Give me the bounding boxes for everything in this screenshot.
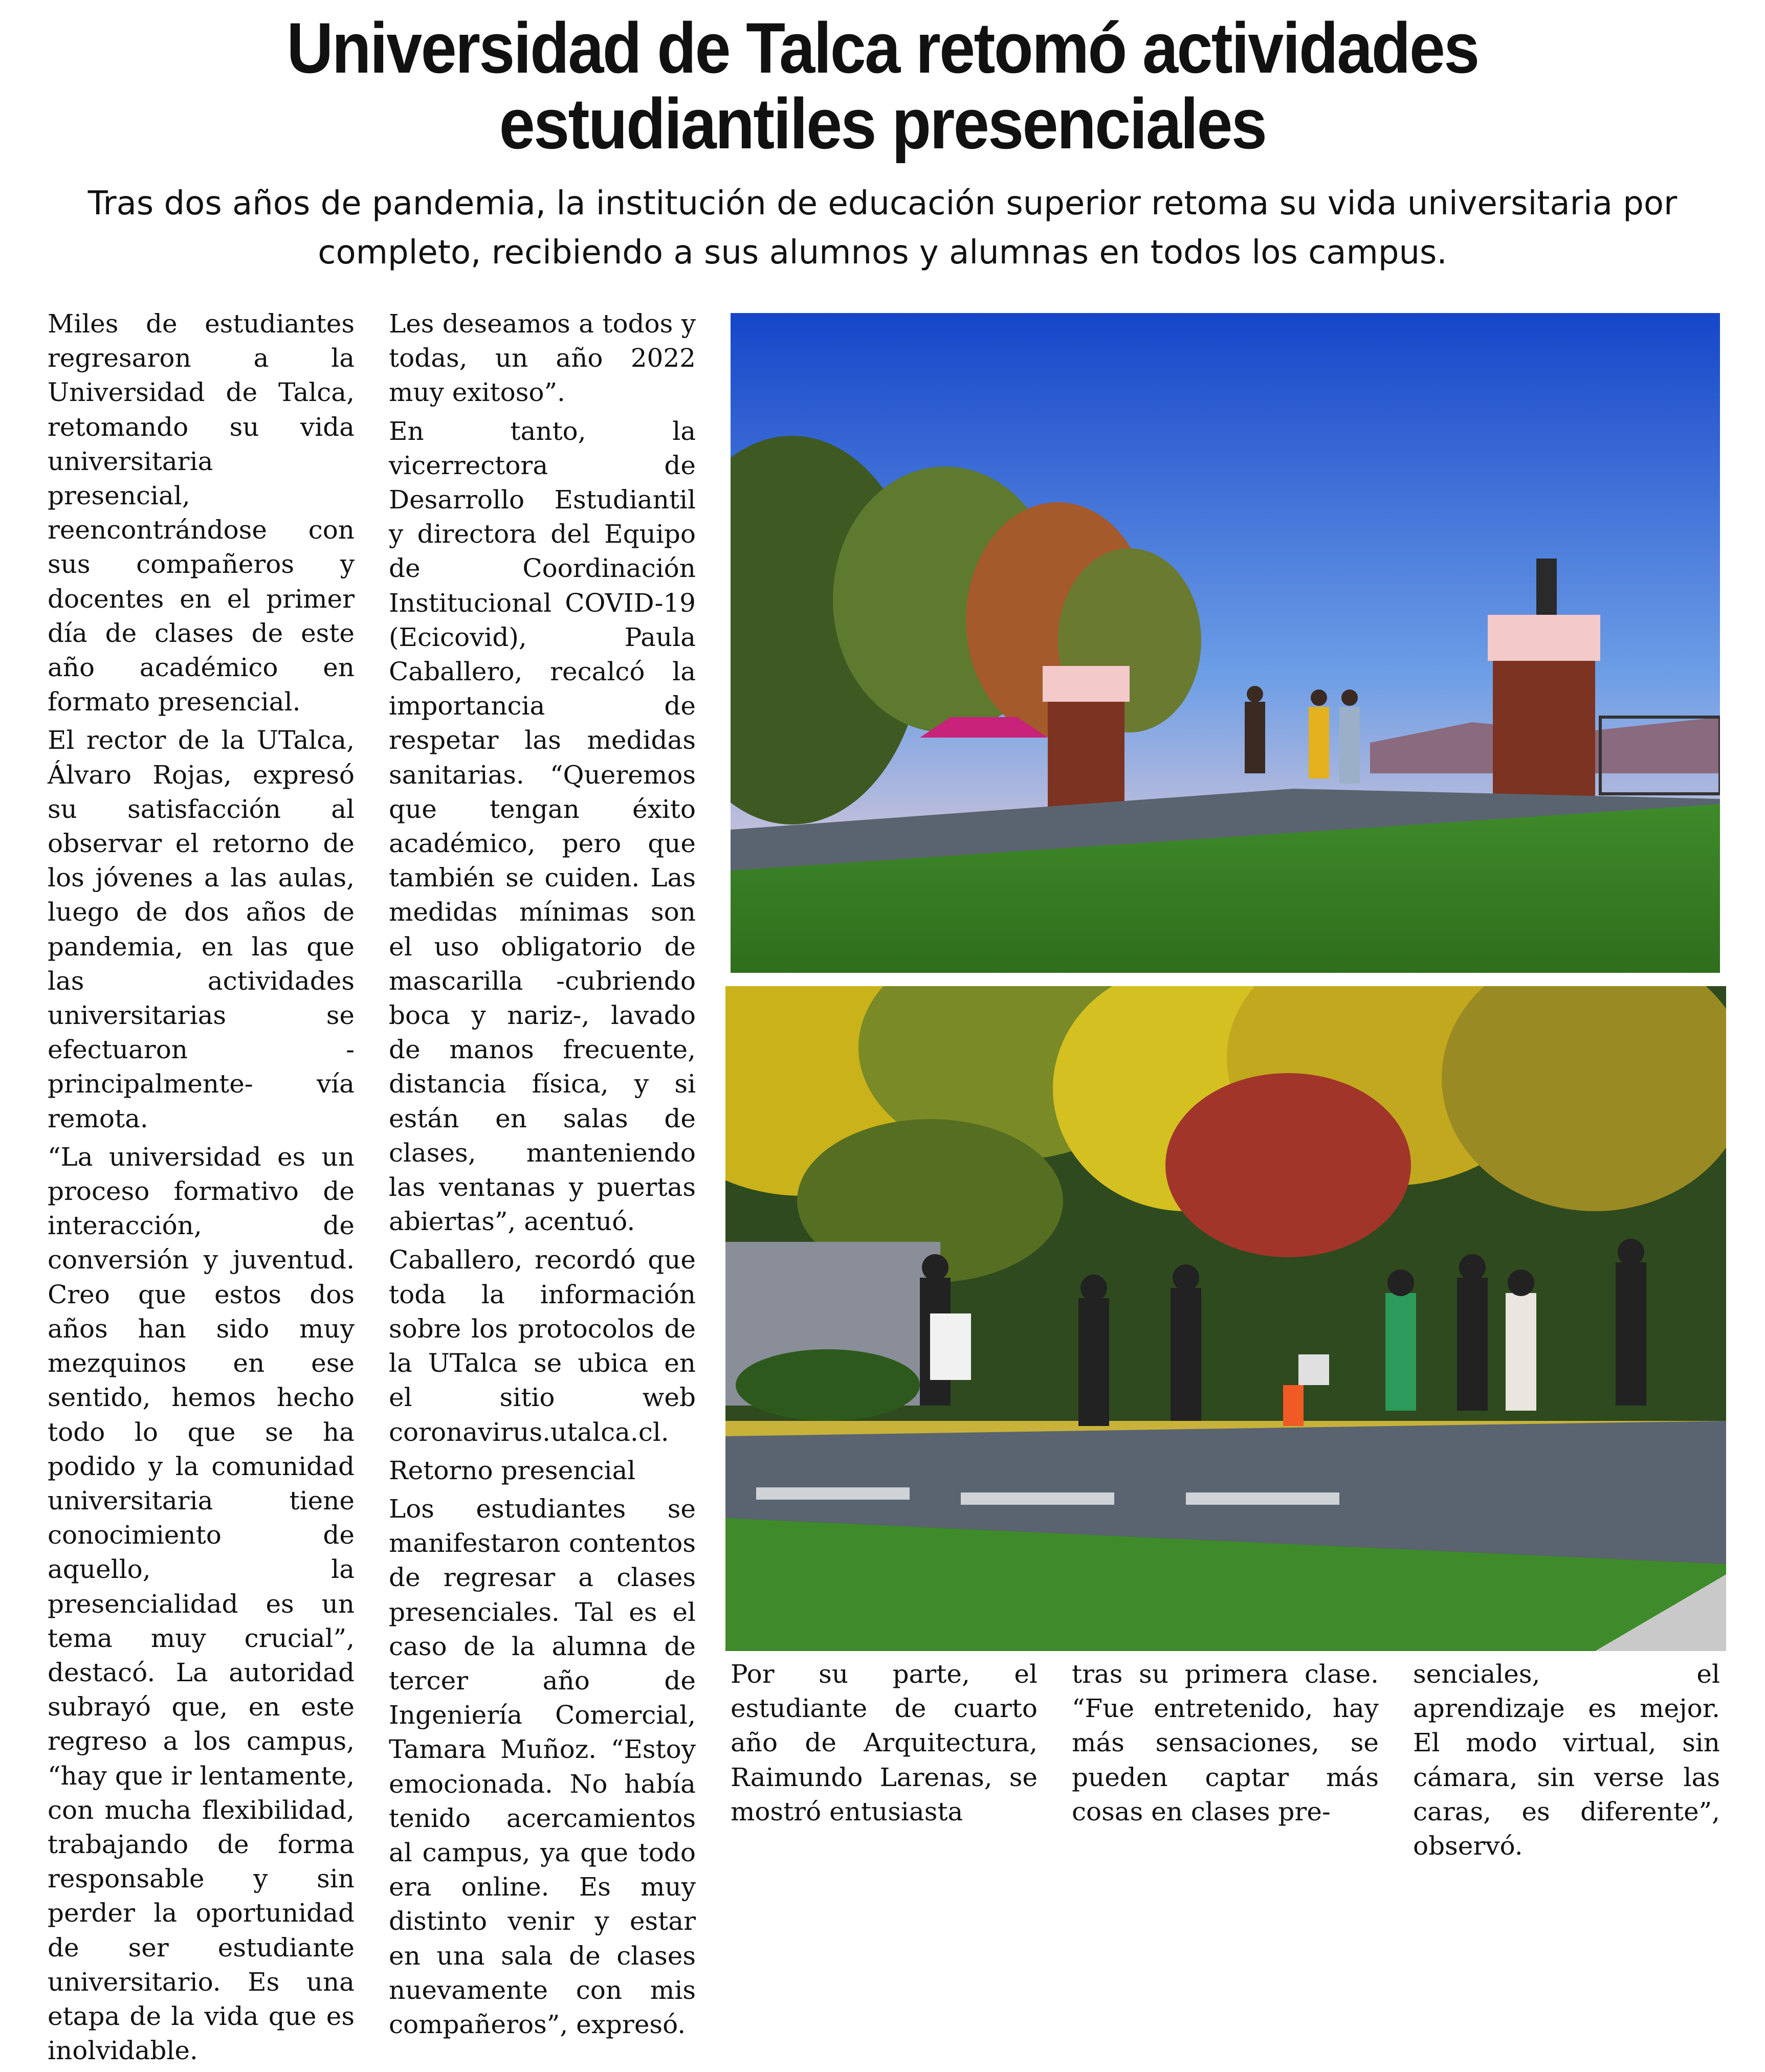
- paragraph: El rector de la UTalca, Álvaro Rojas, expresó su satisfacción al observar el retorno de los jóvenes a las aulas, luego de dos años de pandemia, en las que las actividades universitarias se efectuaron -principalmente- vía remota.: [48, 725, 355, 1133]
- paragraph: Miles de estudiantes regresaron a la Universidad de Talca, retomando su vida universitaria presencial, reencontrándose con sus compañeros y docentes en el primer día de clases de este año académico en formato presencial.: [48, 309, 355, 717]
- headline: [89, 10, 1677, 162]
- column-1: [48, 307, 355, 2072]
- paragraph: En tanto, la vicerrectora de Desarrollo Estudiantil y directora del Equipo de Coordinación Institucional COVID-19 (Ecicovid), Paula Caballero, recalcó la importancia de respetar las medidas sanitarias. “Queremos que tengan éxito académico, pero que también se cuiden. Las medidas mínimas son el uso obligatorio de mascarilla -cubriendo boca y nariz-, lavado de manos frecuente, distancia física, y si están en salas de clases, manteniendo las ventanas y puertas abiertas”, acentuó.: [389, 416, 696, 1237]
- column-4: [1072, 1657, 1379, 1833]
- paragraph: senciales, el aprendizaje es mejor. El modo virtual, sin cámara, sin verse las caras, es diferente”, observó.: [1413, 1659, 1720, 1861]
- paragraph: “La universidad es un proceso formativo de interacción, de conversión y juventud. Creo que estos dos años han sido muy mezquinos en ese sentido, hemos hecho todo lo que se ha podido y la comunidad universitaria tiene conocimiento de aquello, la presencialidad es un tema muy crucial”, destacó. La autoridad subrayó que, en este regreso a los campus, “hay que ir lentamente, con mucha flexibilidad, trabajando de forma responsable y sin perder la oportunidad de ser estudiante universitario. Es una etapa de la vida que es inolvidable.: [48, 1142, 355, 2066]
- section-subtitle: Retorno presencial: [389, 1455, 636, 1485]
- subhead: Tras dos años de pandemia, la institución de educación superior retoma su vida universitaria por completo, recibiendo a sus alumnos y alumnas en todos los campus.: [87, 185, 1678, 272]
- paragraph: tras su primera clase. “Fue entretenido, hay más sensaciones, se pueden captar más cosas en clases pre-: [1072, 1659, 1379, 1826]
- paragraph: Les deseamos a todos y todas, un año 2022 muy exitoso”.: [389, 309, 696, 408]
- column-2: [389, 307, 696, 2046]
- column-3: [731, 1657, 1038, 1833]
- paragraph: Caballero, recordó que toda la información sobre los protocolos de la UTalca se ubica en el sitio web coronavirus.utalca.cl.: [389, 1245, 696, 1447]
- photo-campus-entrance: [731, 313, 1720, 973]
- headline-line-1: Universidad de Talca retomó actividades: [286, 8, 1479, 88]
- column-5: [1413, 1657, 1720, 1867]
- paragraph: Los estudiantes se manifestaron contentos de regresar a clases presenciales. Tal es el caso de la alumna de tercer año de Ingeniería Comercial, Tamara Muñoz. “Estoy emocionada. No había tenido acercamientos al campus, ya que todo era online. Es muy distinto venir y estar en una sala de clases nuevamente con mis compañeros”, expresó.: [389, 1494, 696, 2039]
- paragraph: Por su parte, el estudiante de cuarto año de Arquitectura, Raimundo Larenas, se mostró entusiasta: [731, 1659, 1038, 1826]
- photo-students-crossing: [725, 986, 1726, 1651]
- headline-line-2: estudiantiles presenciales: [499, 83, 1266, 164]
